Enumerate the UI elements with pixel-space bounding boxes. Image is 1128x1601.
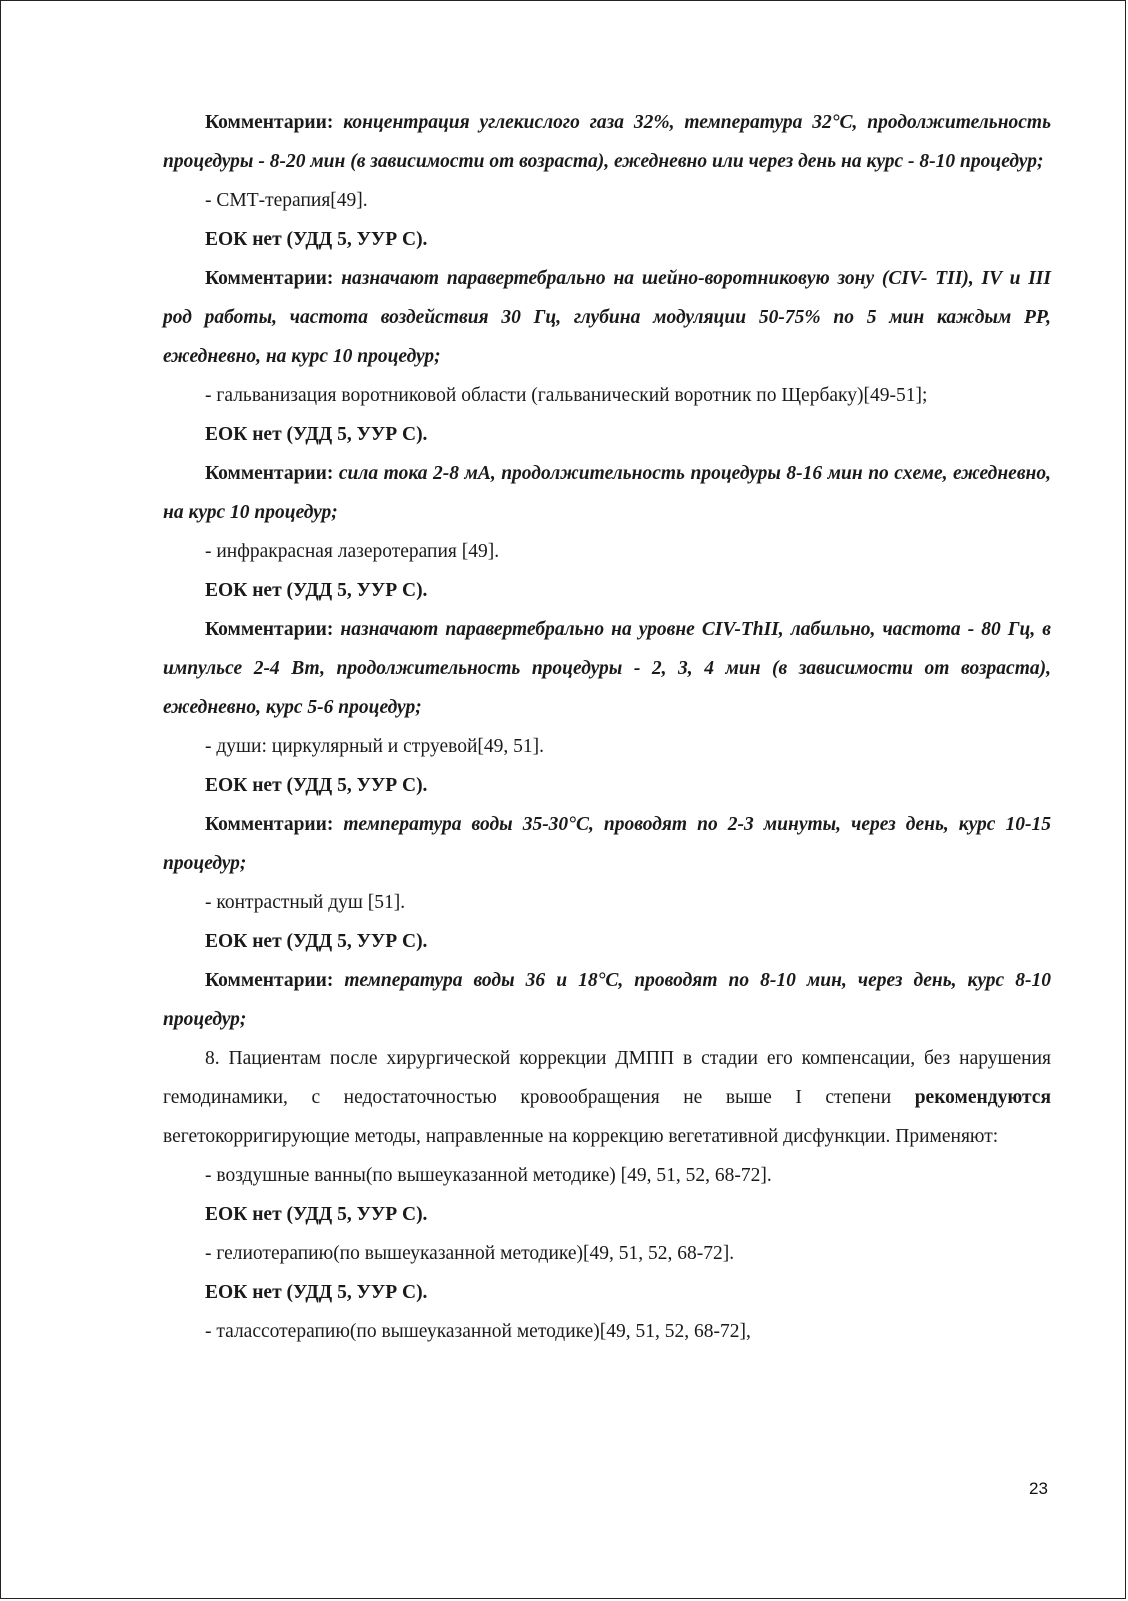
comment-text: назначают паравертебрально на уровне CIV-ThII, лабильно, частота - 80 Гц, в импульсе 2-4 Вт, продолжительность процедуры - 2, 3, 4 мин (в зависимости от возраста), ежедневно, курс 5-6 процедур; <box>163 619 1051 718</box>
evidence-level: ЕОК нет (УДД 5, УУР С). <box>205 580 428 601</box>
comment-text: температура воды 36 и 18°C, проводят по 8-10 мин, через день, курс 8-10 процедур; <box>163 970 1051 1030</box>
recommendation-paragraph <box>163 1039 1051 1156</box>
comment-text: концентрация углекислого газа 32%, температура 32°C, продолжительность процедуры - 8-20 мин (в зависимости от возраста), ежедневно или через день на курс - 8-10 процедур; <box>163 112 1051 172</box>
recommendation-text-end: вегетокорригирующие методы, направленные на коррекцию вегетативной дисфункции. Применяют: <box>163 1126 999 1147</box>
evidence-level: ЕОК нет (УДД 5, УУР С). <box>205 229 428 250</box>
list-item: - талассотерапию(по вышеуказанной методике)[49, 51, 52, 68-72], <box>205 1321 751 1342</box>
evidence-level: ЕОК нет (УДД 5, УУР С). <box>205 775 428 796</box>
list-item: - инфракрасная лазеротерапия [49]. <box>205 541 500 562</box>
evidence-level: ЕОК нет (УДД 5, УУР С). <box>205 931 428 952</box>
list-item: - гальванизация воротниковой области (гальванический воротник по Щербаку)[49-51]; <box>205 385 928 406</box>
comment-text: сила тока 2-8 мА, продолжительность процедуры 8-16 мин по схеме, ежедневно, на курс 10 процедур; <box>163 463 1051 523</box>
page-number: 23 <box>1029 1479 1048 1498</box>
evidence-level: ЕОК нет (УДД 5, УУР С). <box>205 424 428 445</box>
evidence-level: ЕОК нет (УДД 5, УУР С). <box>205 1282 428 1303</box>
recommendation-keyword: рекомендуются <box>914 1087 1051 1108</box>
comment-paragraph <box>163 259 1051 376</box>
list-item: - СМТ-терапия[49]. <box>205 190 368 211</box>
list-item: - контрастный душ [51]. <box>205 892 406 913</box>
comment-label: Комментарии: <box>205 112 334 133</box>
comment-paragraph <box>163 454 1051 532</box>
comment-text: назначают паравертебрально на шейно-воротниковую зону (CIV- TII), IV и III род работы, частота воздействия 30 Гц, глубина модуляции 50-75% по 5 мин каждым РР, ежедневно, на курс 10 процедур; <box>163 268 1051 367</box>
list-item: - гелиотерапию(по вышеуказанной методике)[49, 51, 52, 68-72]. <box>205 1243 735 1264</box>
recommendation-text: 8. Пациентам после хирургической коррекции ДМПП в стадии его компенсации, без нарушения гемодинамики, с недостаточностью кровообращения не выше I степени <box>163 1048 1051 1108</box>
evidence-level: ЕОК нет (УДД 5, УУР С). <box>205 1204 428 1225</box>
comment-label: Комментарии: <box>205 619 334 640</box>
comment-paragraph <box>163 103 1051 181</box>
list-item: - воздушные ванны(по вышеуказанной методике) [49, 51, 52, 68-72]. <box>205 1165 772 1186</box>
comment-paragraph <box>163 805 1051 883</box>
comment-paragraph <box>163 610 1051 727</box>
page-content <box>163 103 1051 1351</box>
list-item: - души: циркулярный и струевой[49, 51]. <box>205 736 545 757</box>
comment-label: Комментарии: <box>205 463 334 484</box>
comment-text: температура воды 35-30°C, проводят по 2-3 минуты, через день, курс 10-15 процедур; <box>163 814 1051 874</box>
comment-label: Комментарии: <box>205 268 334 289</box>
comment-paragraph <box>163 961 1051 1039</box>
comment-label: Комментарии: <box>205 970 334 991</box>
comment-label: Комментарии: <box>205 814 334 835</box>
